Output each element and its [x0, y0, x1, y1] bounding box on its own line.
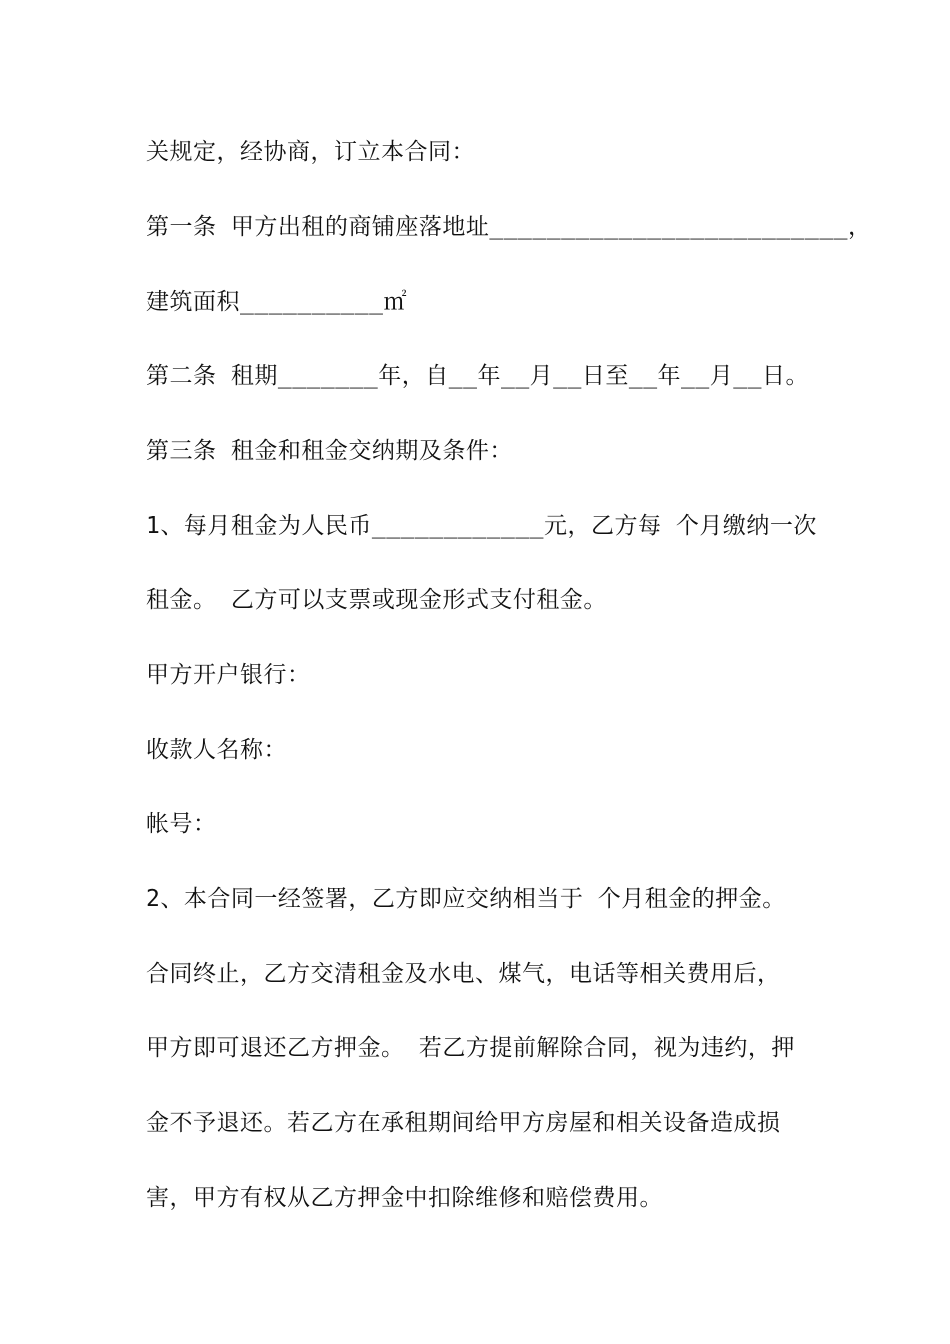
text-line-10: 帐号： [146, 811, 217, 837]
text-line-5: 第三条 租金和租金交纳期及条件： [146, 438, 513, 464]
text-line-9: 收款人名称： [146, 737, 287, 763]
text-line-14: 金不予退还。若乙方在承租期间给甲方房屋和相关设备造成损 [146, 1110, 781, 1136]
text-line-13: 甲方即可退还乙方押金。 若乙方提前解除合同，视为违约，押 [146, 1035, 795, 1061]
text-line-15: 害，甲方有权从乙方押金中扣除维修和赔偿费用。 [146, 1185, 663, 1211]
text-line-8: 甲方开户银行： [146, 662, 311, 688]
text-line-4: 第二条 租期_______年，自__年__月__日至__年__月__日。 [146, 363, 809, 389]
text-line-3: 建筑面积__________㎡ [146, 289, 407, 315]
text-line-7: 租金。 乙方可以支票或现金形式支付租金。 [146, 587, 607, 613]
text-line-11: 2、本合同一经签署，乙方即应交纳相当于 个月租金的押金。 [146, 886, 786, 912]
text-line-1: 关规定，经协商，订立本合同： [146, 139, 475, 165]
text-line-6: 1、每月租金为人民币____________元，乙方每 个月缴纳一次 [146, 513, 817, 539]
text-line-2: 第一条 甲方出租的商铺座落地址_________________________， [146, 214, 872, 240]
text-line-12: 合同终止，乙方交清租金及水电、煤气，电话等相关费用后， [146, 961, 781, 987]
